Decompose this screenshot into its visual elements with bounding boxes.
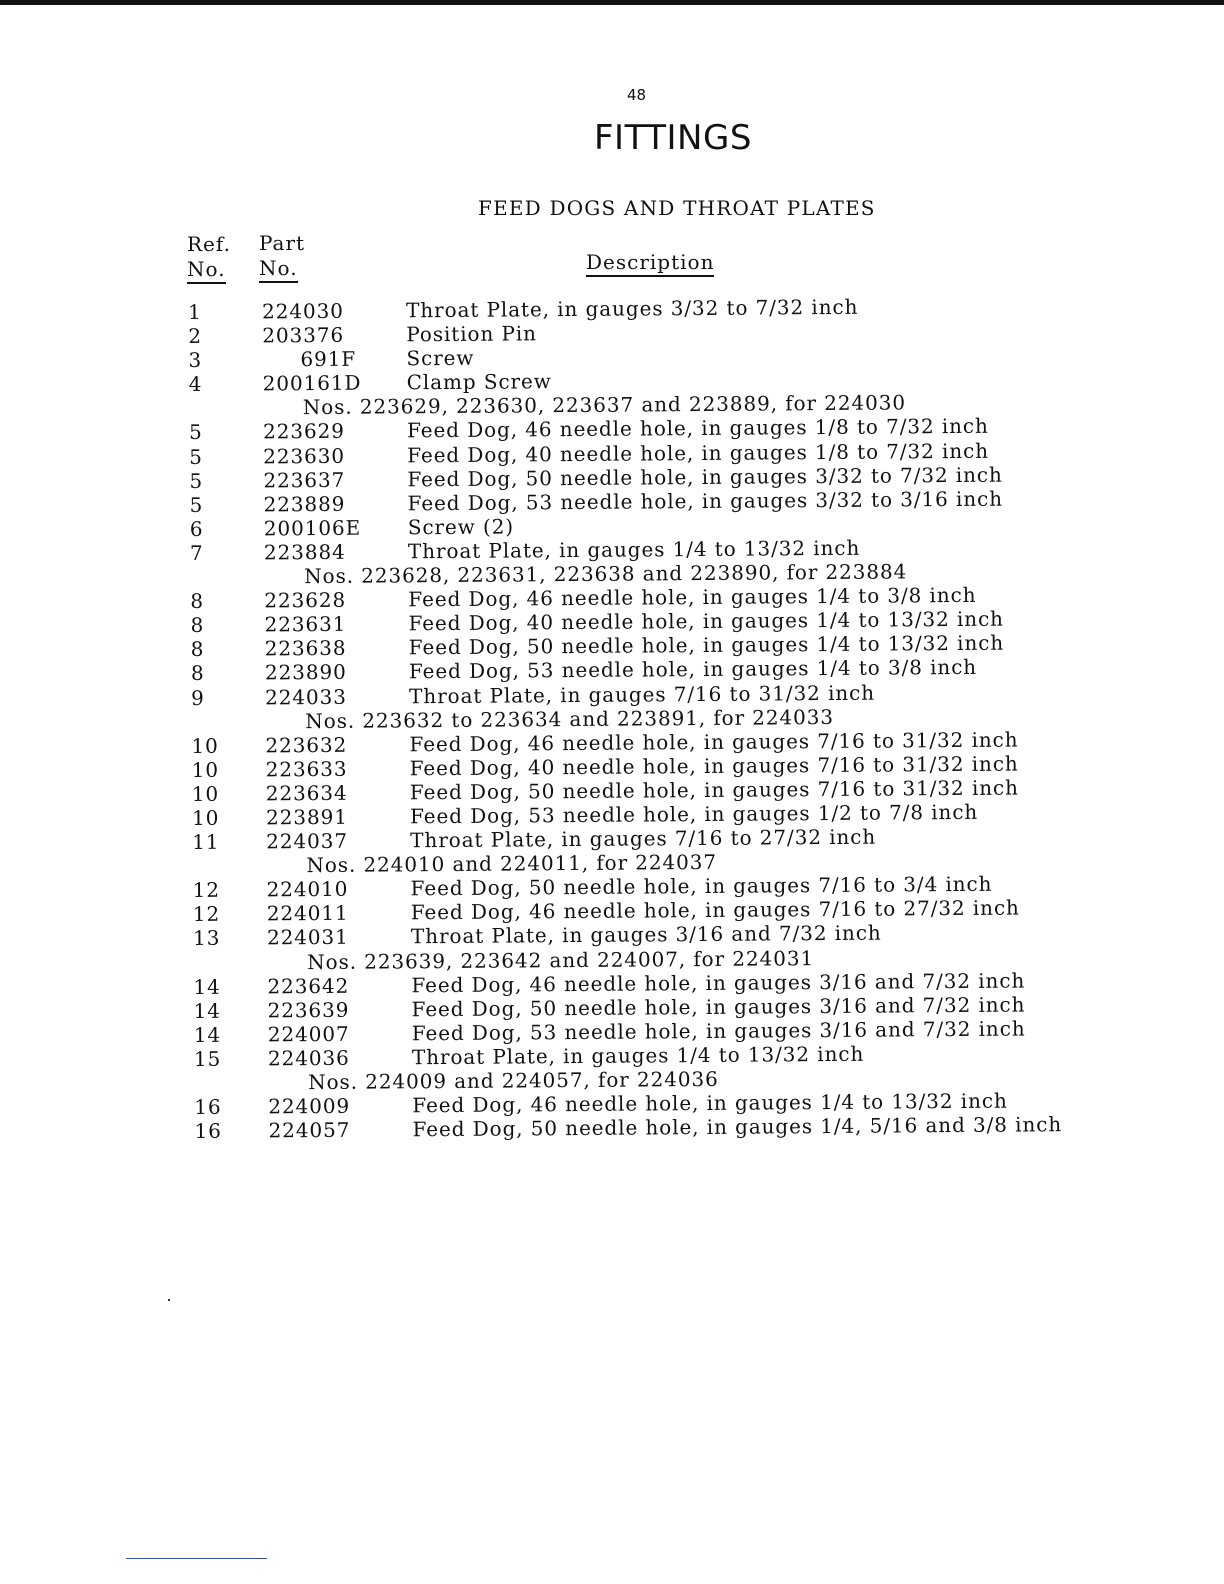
part-number: 224011 [266, 901, 349, 926]
part-number: 223638 [264, 636, 347, 661]
part-description: Feed Dog, 46 needle hole, in gauges 1/8 to 7/32 inch [406, 414, 989, 443]
part-number: 223633 [265, 756, 348, 782]
ref-number: 8 [190, 589, 205, 614]
part-description: Throat Plate, in gauges 3/16 and 7/32 inch [410, 921, 882, 949]
header-ref-bottom [187, 257, 226, 281]
part-number: 223632 [265, 732, 348, 758]
part-description: Feed Dog, 46 needle hole, in gauges 7/16 to 27/32 inch [410, 895, 1020, 925]
part-number: 223642 [267, 973, 350, 999]
ref-number: 7 [189, 540, 204, 565]
part-description: Feed Dog, 50 needle hole, in gauges 3/32 to 7/32 inch [407, 462, 1003, 491]
group-heading: Nos. 224009 and 224057, for 224036 [308, 1066, 719, 1095]
part-number: 224010 [266, 877, 349, 902]
part-number: 224036 [267, 1045, 350, 1071]
part-description: Screw [406, 345, 475, 371]
part-number: 224009 [268, 1093, 351, 1119]
header-part-label: No. [259, 256, 298, 283]
group-heading: Nos. 223628, 223631, 223638 and 223890, for 223884 [304, 559, 908, 589]
ref-number: 14 [193, 1022, 222, 1047]
part-number: 224007 [267, 1021, 350, 1047]
part-number: 224031 [266, 925, 349, 950]
part-description: Feed Dog, 40 needle hole, in gauges 7/16 to 31/32 inch [409, 751, 1019, 781]
ref-number: 10 [191, 781, 220, 806]
part-description: Clamp Screw [406, 369, 552, 395]
ref-number: 1 [188, 299, 202, 325]
part-description: Position Pin [406, 321, 537, 347]
part-description: Throat Plate, in gauges 1/4 to 13/32 inch [411, 1041, 865, 1070]
part-number: 223634 [265, 780, 348, 806]
ref-number: 15 [193, 1046, 222, 1071]
part-number: 224033 [265, 684, 347, 709]
header-description [586, 250, 714, 274]
part-number: 200106E [263, 515, 362, 541]
part-number: 224057 [268, 1117, 351, 1143]
ref-number: 5 [189, 444, 203, 469]
ref-number: 5 [189, 468, 204, 493]
part-description: Throat Plate, in gauges 1/4 to 13/32 inch [407, 535, 861, 564]
part-description: Feed Dog, 50 needle hole, in gauges 7/16 to 31/32 inch [409, 775, 1019, 805]
ref-number: 2 [188, 324, 203, 349]
group-heading: Nos. 223639, 223642 and 224007, for 224031 [307, 945, 815, 974]
ref-number: 4 [188, 372, 203, 397]
ref-number: 6 [189, 516, 204, 541]
part-number: 223628 [264, 587, 347, 613]
ref-number: 10 [191, 733, 219, 758]
ref-number: 8 [190, 637, 205, 662]
part-description: Feed Dog, 46 needle hole, in gauges 3/16 and 7/32 inch [411, 968, 1026, 997]
parts-list [0, 292, 1224, 1145]
part-description: Feed Dog, 50 needle hole, in gauges 1/4 to 13/32 inch [408, 630, 1005, 660]
header-description-label: Description [586, 250, 714, 277]
header-ref-label: No. [187, 257, 226, 284]
header-ref-top: Ref. [187, 232, 231, 256]
ref-number: 16 [194, 1094, 222, 1120]
part-number: 223891 [265, 804, 348, 830]
group-heading: Nos. 223629, 223630, 223637 and 223889, for 224030 [302, 390, 907, 420]
part-number: 223639 [267, 997, 350, 1023]
part-description: Throat Plate, in gauges 7/16 to 27/32 inch [410, 824, 877, 853]
header-part-top: Part [259, 231, 306, 255]
part-number: 203376 [262, 322, 345, 348]
ref-number: 12 [192, 878, 220, 903]
part-description: Screw (2) [407, 514, 515, 540]
part-description: Feed Dog, 50 needle hole, in gauges 7/16 to 3/4 inch [410, 871, 993, 901]
part-description: Feed Dog, 40 needle hole, in gauges 1/8 to 7/32 inch [407, 438, 990, 467]
group-heading: Nos. 224010 and 224011, for 224037 [306, 850, 718, 878]
part-number: 223630 [263, 443, 346, 468]
section-subtitle: FEED DOGS AND THROAT PLATES [478, 196, 876, 220]
part-number: 200161D [262, 370, 362, 396]
part-description: Throat Plate, in gauges 7/16 to 31/32 inch [409, 680, 876, 708]
part-description: Feed Dog, 53 needle hole, in gauges 1/2 to 7/8 inch [409, 799, 979, 829]
page-title: FITTINGS [594, 118, 752, 158]
ref-number: 12 [192, 902, 221, 927]
ref-number: 3 [188, 348, 203, 373]
part-number: 224030 [261, 298, 344, 324]
ref-number: 8 [190, 613, 205, 638]
top-border [0, 0, 1224, 5]
part-description: Feed Dog, 46 needle hole, in gauges 1/4 to 13/32 inch [412, 1088, 1008, 1118]
part-description: Feed Dog, 40 needle hole, in gauges 1/4 to 13/32 inch [408, 606, 1004, 636]
ref-number: 13 [192, 926, 221, 951]
ref-number: 8 [190, 661, 205, 686]
part-description: Feed Dog, 53 needle hole, in gauges 3/32 to 3/16 inch [407, 486, 1004, 516]
part-description: Feed Dog, 53 needle hole, in gauges 3/16 and 7/32 inch [411, 1016, 1026, 1046]
part-number: 223629 [262, 419, 345, 444]
ref-number: 10 [191, 757, 220, 782]
part-number: 691F [300, 346, 357, 372]
part-description: Feed Dog, 53 needle hole, in gauges 1/4 to 3/8 inch [408, 655, 978, 684]
ref-number: 9 [191, 685, 205, 710]
part-number: 223890 [264, 660, 347, 685]
page-number: 48 [627, 86, 647, 104]
part-description: Feed Dog, 50 needle hole, in gauges 1/4, 5/16 and 3/8 inch [412, 1112, 1063, 1142]
group-heading: Nos. 223632 to 223634 and 223891, for 224033 [305, 704, 835, 733]
header-part-bottom [259, 256, 298, 280]
part-description: Throat Plate, in gauges 3/32 to 7/32 inch [405, 294, 859, 323]
part-description: Feed Dog, 46 needle hole, in gauges 1/4 to 3/8 inch [408, 582, 977, 612]
part-description: Feed Dog, 50 needle hole, in gauges 3/16 and 7/32 inch [411, 992, 1026, 1021]
ref-number: 16 [194, 1118, 222, 1144]
part-number: 223631 [264, 612, 347, 637]
ref-number: 14 [193, 998, 221, 1023]
ref-number: 5 [188, 420, 203, 445]
part-number: 223889 [263, 491, 346, 517]
ref-number: 10 [191, 805, 220, 830]
part-number: 223637 [263, 467, 346, 493]
stray-mark [168, 1299, 170, 1301]
part-number: 224037 [266, 828, 349, 854]
ref-number: 5 [189, 492, 204, 517]
footer-rule [126, 1558, 267, 1559]
part-description: Feed Dog, 46 needle hole, in gauges 7/16 to 31/32 inch [409, 727, 1019, 756]
ref-number: 11 [192, 829, 220, 855]
ref-number: 14 [193, 974, 221, 999]
part-number: 223884 [263, 539, 346, 565]
